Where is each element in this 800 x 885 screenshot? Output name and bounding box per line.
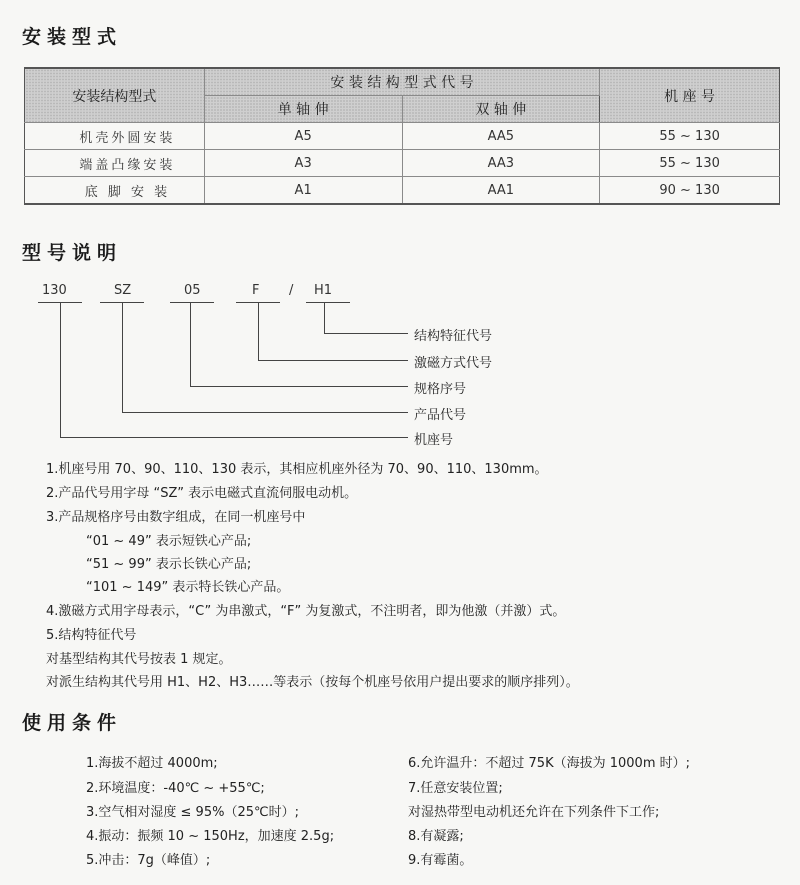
note-subitem: “51 ~ 99” 表示长铁心产品; — [86, 557, 252, 572]
note-item: 5.结构特征代号 — [46, 628, 137, 643]
table-row — [25, 123, 780, 150]
label-excitation-code: 激磁方式代号 — [414, 356, 493, 371]
col-header-install-type: 安装结构型式 — [25, 68, 205, 123]
row-frame-range: 55 ~ 130 — [600, 123, 780, 150]
note-item: 3.产品规格序号由数字组成，在同一机座号中 — [46, 510, 306, 525]
code-spec-no: 05 — [184, 283, 201, 298]
note-item: 对派生结构其代号用 H1、H2、H3……等表示（按每个机座号依用户提出要求的顺序排列）。 — [46, 675, 579, 690]
row-install-name: 底 脚 安 装 — [25, 177, 205, 205]
row-single-code: A5 — [204, 123, 402, 150]
condition-item: 4.振动：振频 10 ~ 150Hz，加速度 2.5g; — [86, 829, 335, 844]
row-frame-range: 55 ~ 130 — [600, 150, 780, 177]
row-double-code: AA3 — [402, 150, 600, 177]
condition-item: 对湿热带型电动机还允许在下列条件下工作; — [408, 805, 660, 820]
note-item: 对基型结构其代号按表 1 规定。 — [46, 652, 232, 667]
note-item: 4.激磁方式用字母表示，“C” 为串激式，“F” 为复激式，不注明者，即为他激（并激）式。 — [46, 604, 566, 619]
section-heading-conditions: 使用条件 — [22, 712, 123, 734]
col-header-single-shaft: 单 轴 伸 — [204, 96, 402, 123]
row-double-code: AA1 — [402, 177, 600, 205]
row-install-name: 机壳外圆安装 — [25, 123, 205, 150]
note-item: 2.产品代号用字母 “SZ” 表示电磁式直流伺服电动机。 — [46, 486, 358, 501]
row-frame-range: 90 ~ 130 — [600, 177, 780, 205]
code-structure: H1 — [314, 283, 333, 298]
row-install-name: 端盖凸缘安装 — [25, 150, 205, 177]
condition-item: 8.有凝露; — [408, 829, 464, 844]
condition-item: 2.环境温度：-40℃ ~ +55℃; — [86, 781, 265, 796]
code-slash: / — [289, 283, 294, 298]
section-heading-model: 型号说明 — [22, 242, 123, 264]
note-item: 1.机座号用 70、90、110、130 表示，其相应机座外径为 70、90、110、130mm。 — [46, 462, 548, 477]
code-excitation: F — [252, 283, 260, 298]
note-subitem: “01 ~ 49” 表示短铁心产品; — [86, 534, 252, 549]
condition-item: 3.空气相对湿度 ≤ 95%（25℃时）; — [86, 805, 299, 820]
condition-item: 5.冲击：7g（峰值）; — [86, 853, 211, 868]
install-type-table — [24, 67, 780, 205]
label-spec-no: 规格序号 — [414, 382, 467, 397]
condition-item: 9.有霉菌。 — [408, 853, 473, 868]
code-frame-no: 130 — [42, 283, 67, 298]
label-structure-code: 结构特征代号 — [414, 329, 493, 344]
note-subitem: “101 ~ 149” 表示特长铁心产品。 — [86, 580, 290, 595]
col-header-double-shaft: 双 轴 伸 — [402, 96, 600, 123]
table-row — [25, 150, 780, 177]
condition-item: 1.海拔不超过 4000m; — [86, 756, 218, 771]
label-product-code: 产品代号 — [414, 408, 467, 423]
col-header-install-code: 安 装 结 构 型 式 代 号 — [204, 68, 599, 96]
row-single-code: A1 — [204, 177, 402, 205]
col-header-frame-no: 机 座 号 — [600, 68, 780, 123]
label-frame-no: 机座号 — [414, 433, 454, 448]
section-heading-install: 安装型式 — [22, 26, 123, 48]
row-double-code: AA5 — [402, 123, 600, 150]
condition-item: 6.允许温升：不超过 75K（海拔为 1000m 时）; — [408, 756, 690, 771]
code-product: SZ — [114, 283, 132, 298]
row-single-code: A3 — [204, 150, 402, 177]
table-row — [25, 177, 780, 205]
condition-item: 7.任意安装位置; — [408, 781, 503, 796]
